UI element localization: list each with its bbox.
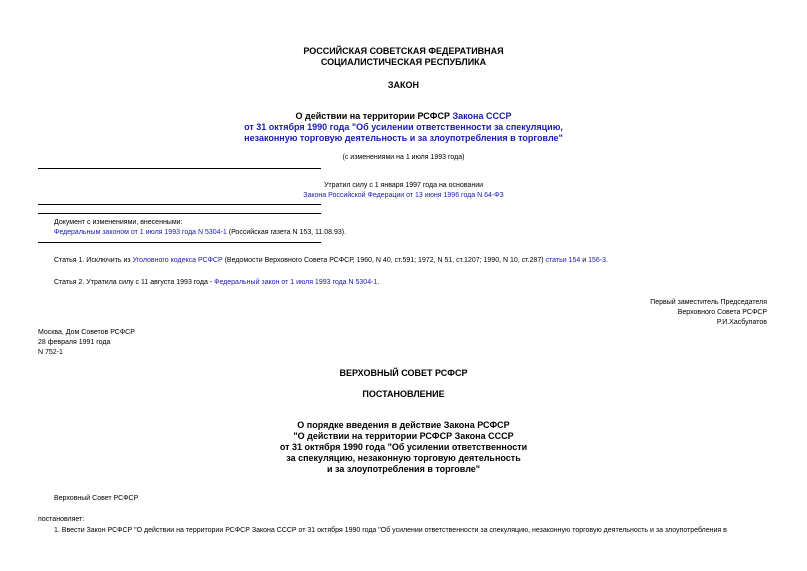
resolution-title-line2: "О действии на территории РСФСР Закона СССР (293, 431, 514, 441)
resolution-title-line3: от 31 октября 1990 года "Об усилении ответственности (279, 442, 528, 452)
divider (38, 242, 321, 243)
document-type: ЗАКОН (387, 80, 420, 90)
body-intro: Верховный Совет РСФСР (54, 495, 139, 502)
expired-law-link[interactable]: Закона Российской Федерации от 13 июня 1996 года N 64-ФЗ (303, 192, 504, 199)
signature-line1: Первый заместитель Председателя (650, 299, 767, 306)
law-title-line1 (0, 111, 807, 122)
signature-line2: Верховного Совета РСФСР (677, 309, 767, 316)
changes-source: (Российская газета N 153, 11.08.93). (226, 229, 347, 236)
article-1-end: . (605, 257, 608, 264)
body-decides: постановляет: (38, 516, 85, 523)
changes-line (54, 228, 346, 237)
signature-name: Р.И.Хасбулатов (716, 319, 767, 326)
article-1-conj: и (580, 257, 589, 264)
place: Москва, Дом Советов РСФСР (38, 329, 135, 336)
article-2 (54, 278, 379, 287)
article-1 (54, 256, 608, 265)
article-154-link[interactable]: статьи 154 (545, 257, 581, 264)
divider (38, 168, 321, 169)
resolution-type: ПОСТАНОВЛЕНИЕ (362, 389, 445, 399)
law-title-text: О действии на территории РСФСР (295, 111, 453, 121)
state-name-line2: СОЦИАЛИСТИЧЕСКАЯ РЕСПУБЛИКА (320, 57, 487, 67)
divider (38, 213, 321, 214)
divider (38, 204, 321, 205)
expired-line1: Утратил силу с 1 января 1997 года на основании (323, 182, 484, 189)
article-1-source: (Ведомости Верховного Совета РСФСР, 1960, N 40, ст.591; 1972, N 51, ст.1207; 1990, N 10, ст.287) (222, 257, 546, 264)
article-1-text: Статья 1. Исключить из (54, 257, 133, 264)
body-item-1: 1. Ввести Закон РСФСР "О действии на территории РСФСР Закона СССР от 31 октября 1990 года "Об усилении ответственности за спекуляцию, незаконную торговую деятельность и за злоупотребления в (54, 527, 727, 534)
state-name-line1: РОССИЙСКАЯ СОВЕТСКАЯ ФЕДЕРАТИВНАЯ (303, 46, 504, 56)
resolution-title-line4: за спекуляцию, незаконную торговую деятельность (286, 453, 521, 463)
law-title-line2[interactable]: от 31 октября 1990 года "Об усилении ответственности за спекуляцию, (244, 122, 563, 132)
amending-law-link[interactable]: Федеральным законом от 1 июля 1993 года N 5304-1 (54, 229, 227, 236)
resolution-title-line5: и за злоупотребления в торговле" (326, 464, 481, 474)
date: 28 февраля 1991 года (38, 339, 111, 346)
ussr-law-link[interactable]: Закона СССР (452, 111, 512, 121)
resolution-org: ВЕРХОВНЫЙ СОВЕТ РСФСР (339, 368, 468, 378)
criminal-code-link[interactable]: Уголовного кодекса РСФСР (132, 257, 223, 264)
article-2-end: . (377, 279, 380, 286)
changes-label: Документ с изменениями, внесенными: (54, 219, 183, 226)
article-2-text: Статья 2. Утратила силу с 11 августа 1993 года - (54, 279, 215, 286)
amendment-note: (с изменениями на 1 июля 1993 года) (342, 154, 465, 161)
federal-law-link[interactable]: Федеральный закон от 1 июля 1993 года N 5304-1 (214, 279, 378, 286)
document-number: N 752-1 (38, 349, 63, 356)
resolution-title-line1: О порядке введения в действие Закона РСФСР (297, 420, 510, 430)
article-156-3-link[interactable]: 156-3 (588, 257, 606, 264)
law-title-line3[interactable]: незаконную торговую деятельность и за злоупотребления в торговле" (244, 133, 563, 143)
